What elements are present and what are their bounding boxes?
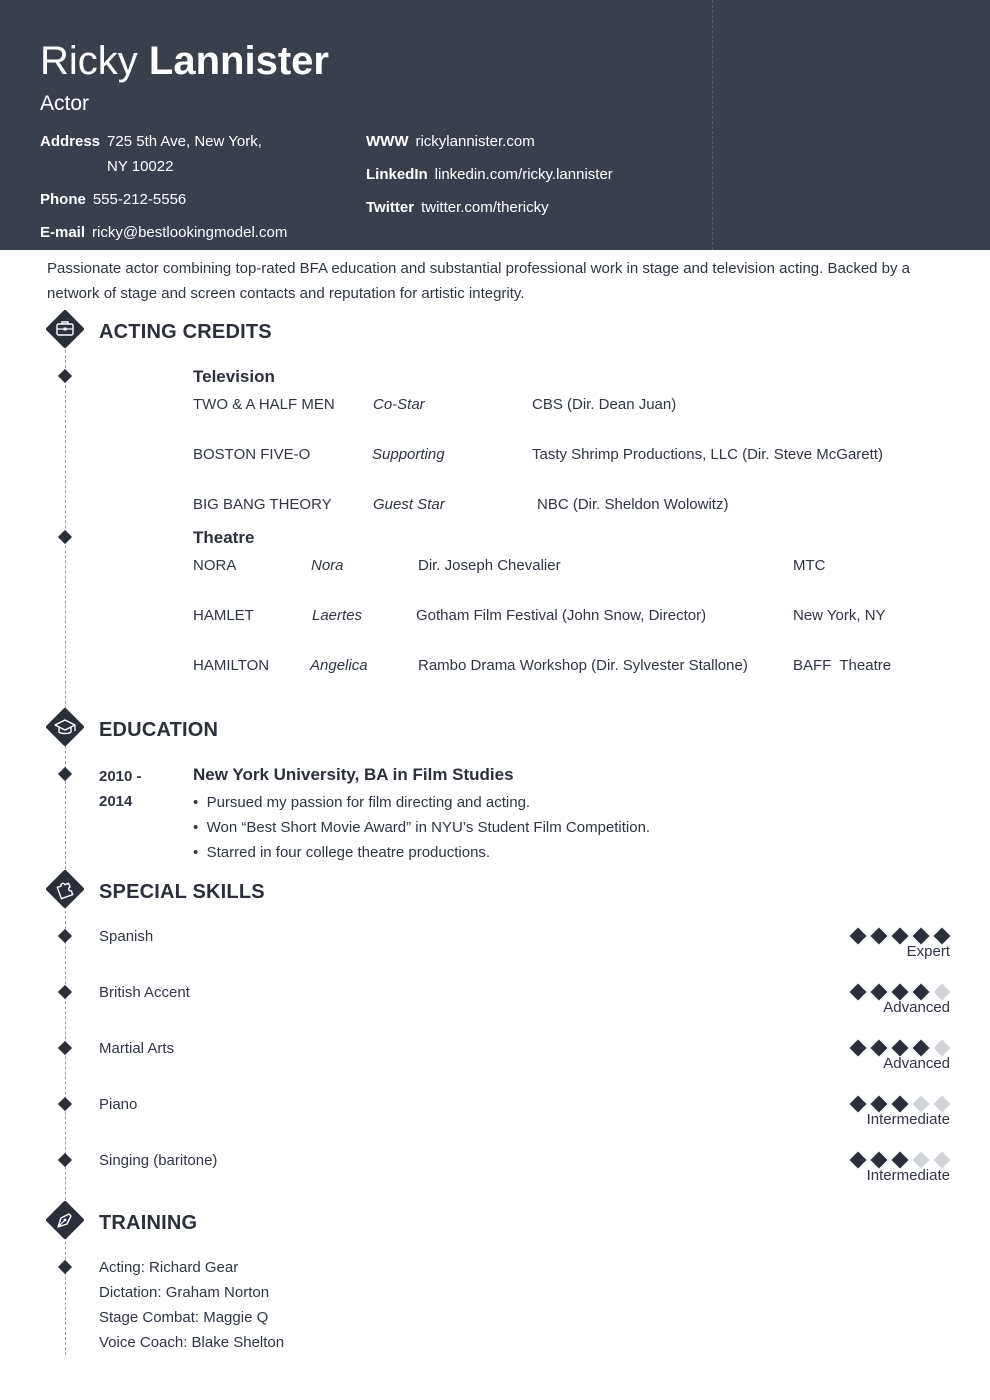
timeline-dot — [58, 929, 72, 943]
tv-company: NBC (Dir. Sheldon Wolowitz) — [537, 496, 729, 513]
pen-nib-icon — [44, 1199, 86, 1241]
linkedin-label: LinkedIn — [366, 166, 428, 183]
skill-level: Expert — [906, 943, 950, 960]
section-title-training: TRAINING — [99, 1212, 198, 1234]
skill-level: Advanced — [883, 1055, 950, 1072]
header-divider — [712, 0, 713, 250]
training-item: Voice Coach: Blake Shelton — [99, 1334, 285, 1351]
address-line1 — [40, 129, 262, 154]
education-bullet: • Starred in four college theatre productions. — [193, 844, 491, 861]
theatre-show: HAMLET — [193, 607, 254, 624]
twitter-row — [366, 195, 549, 220]
theatre-role: Nora — [311, 557, 344, 574]
www-label: WWW — [366, 133, 409, 150]
tv-role: Co-Star — [373, 396, 425, 413]
education-bullet-text: Starred in four college theatre productions. — [206, 844, 491, 861]
address-value: 725 5th Ave, New York, — [107, 133, 262, 150]
training-item: Dictation: Graham Norton — [99, 1284, 270, 1301]
theatre-company: Rambo Drama Workshop (Dir. Sylvester Stallone) — [418, 657, 748, 674]
linkedin-row — [366, 162, 613, 187]
twitter-label: Twitter — [366, 199, 415, 216]
theatre-company: Gotham Film Festival (John Snow, Director) — [416, 607, 707, 624]
rating-diamond-filled — [850, 928, 867, 945]
address-label: Address — [40, 133, 101, 150]
education-date-end: 2014 — [99, 793, 133, 810]
timeline-dot — [58, 985, 72, 999]
education-bullet-text: Pursued my passion for film directing and acting. — [206, 794, 531, 811]
www-link[interactable]: rickylannister.com — [415, 133, 535, 150]
theatre-role: Laertes — [312, 607, 363, 624]
timeline-dot — [58, 1041, 72, 1055]
education-bullet: • Pursued my passion for film directing and acting. — [193, 794, 531, 811]
job-title: Actor — [40, 92, 90, 115]
skill-name: Martial Arts — [99, 1040, 175, 1057]
email-row — [40, 220, 287, 245]
phone-label: Phone — [40, 191, 86, 208]
tv-company: CBS (Dir. Dean Juan) — [532, 396, 677, 413]
timeline-dot — [58, 369, 72, 383]
television-heading: Television — [193, 367, 275, 386]
education-date-start: 2010 - — [99, 768, 142, 785]
timeline-dot — [58, 1260, 72, 1274]
education-bullet-text: Won “Best Short Movie Award” in NYU’s Student Film Competition. — [206, 819, 651, 836]
training-item: Acting: Richard Gear — [99, 1259, 239, 1276]
skill-name: Piano — [99, 1096, 138, 1113]
skill-name: Singing (baritone) — [99, 1152, 218, 1169]
profile-summary: Passionate actor combining top-rated BFA education and substantial professional work in stage and television acting. Backed by a network of stage and screen contacts and reputation for artistic integrity. — [47, 260, 911, 302]
timeline-dot — [58, 530, 72, 544]
theatre-venue: MTC — [793, 557, 826, 574]
tv-role: Supporting — [372, 446, 445, 463]
theatre-venue: BAFF Theatre — [793, 657, 892, 674]
last-name: Lannister — [148, 39, 329, 83]
theatre-company: Dir. Joseph Chevalier — [418, 557, 561, 574]
timeline-dot — [58, 1097, 72, 1111]
email-link[interactable]: ricky@bestlookingmodel.com — [92, 224, 288, 241]
phone-value: 555-212-5556 — [92, 191, 187, 208]
theatre-role: Angelica — [310, 657, 368, 674]
address-line2: NY 10022 — [107, 158, 174, 175]
rating-diamond-filled — [850, 1040, 867, 1057]
education-bullet: • Won “Best Short Movie Award” in NYU’s Student Film Competition. — [193, 819, 651, 836]
training-item: Stage Combat: Maggie Q — [99, 1309, 269, 1326]
rating-diamond-filled — [850, 1152, 867, 1169]
skill-level: Intermediate — [866, 1167, 950, 1184]
timeline-dot — [58, 1153, 72, 1167]
timeline-dot — [58, 767, 72, 781]
email-label: E-mail — [40, 224, 86, 241]
tv-role: Guest Star — [373, 496, 445, 513]
first-name: Ricky — [40, 39, 138, 83]
tv-show: TWO & A HALF MEN — [193, 396, 335, 413]
rating-diamond-filled — [871, 928, 888, 945]
skill-name: British Accent — [99, 984, 190, 1001]
graduation-cap-icon — [44, 706, 86, 748]
skill-name: Spanish — [99, 928, 154, 945]
theatre-venue: New York, NY — [793, 607, 886, 624]
theatre-show: HAMILTON — [193, 657, 270, 674]
theatre-show: NORA — [193, 557, 237, 574]
skill-level: Advanced — [883, 999, 950, 1016]
phone-row — [40, 187, 186, 212]
www-row — [366, 129, 535, 154]
puzzle-icon — [44, 868, 86, 910]
linkedin-link[interactable]: linkedin.com/ricky.lannister — [434, 166, 613, 183]
section-title-education: EDUCATION — [99, 719, 219, 741]
skill-level: Intermediate — [866, 1111, 950, 1128]
candidate-name — [40, 38, 329, 84]
resume-header — [0, 0, 990, 250]
rating-diamond-filled — [850, 984, 867, 1001]
section-title-acting: ACTING CREDITS — [99, 321, 272, 343]
twitter-link[interactable]: twitter.com/thericky — [421, 199, 549, 216]
education-degree: New York University, BA in Film Studies — [193, 765, 514, 784]
theatre-heading: Theatre — [193, 528, 255, 547]
tv-show: BOSTON FIVE-O — [193, 446, 311, 463]
rating-diamond-filled — [850, 1096, 867, 1113]
briefcase-icon — [44, 308, 86, 350]
section-title-skills: SPECIAL SKILLS — [99, 881, 265, 903]
tv-show: BIG BANG THEORY — [193, 496, 332, 513]
tv-company: Tasty Shrimp Productions, LLC (Dir. Steve McGarett) — [532, 446, 883, 463]
